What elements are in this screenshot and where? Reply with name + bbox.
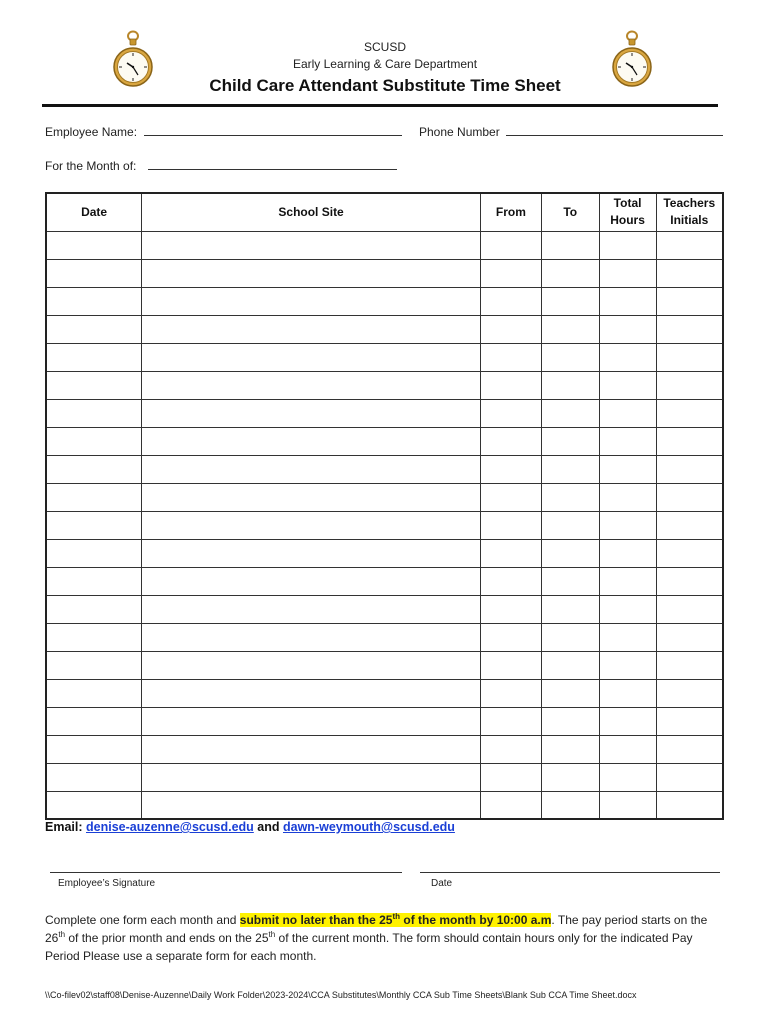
email-line — [45, 820, 455, 834]
table-cell[interactable] — [541, 707, 599, 735]
table-cell[interactable] — [656, 455, 723, 483]
table-row — [46, 483, 723, 511]
table-cell[interactable] — [656, 679, 723, 707]
table-cell[interactable] — [541, 259, 599, 287]
table-cell[interactable] — [599, 623, 656, 651]
table-cell[interactable] — [656, 399, 723, 427]
table-row — [46, 623, 723, 651]
table-cell[interactable] — [599, 371, 656, 399]
table-cell[interactable] — [480, 231, 541, 259]
table-cell[interactable] — [142, 623, 481, 651]
table-cell[interactable] — [46, 343, 142, 371]
table-cell[interactable] — [541, 791, 599, 819]
table-cell[interactable] — [480, 483, 541, 511]
month-row — [45, 159, 397, 173]
table-cell[interactable] — [480, 567, 541, 595]
table-cell[interactable] — [541, 763, 599, 791]
table-row — [46, 539, 723, 567]
table-cell[interactable] — [599, 427, 656, 455]
table-cell[interactable] — [46, 427, 142, 455]
table-cell[interactable] — [142, 455, 481, 483]
table-cell[interactable] — [599, 343, 656, 371]
table-cell[interactable] — [656, 511, 723, 539]
table-cell[interactable] — [480, 763, 541, 791]
table-cell[interactable] — [656, 231, 723, 259]
column-header-from: From — [480, 193, 541, 231]
table-cell[interactable] — [46, 371, 142, 399]
table-row — [46, 567, 723, 595]
table-cell[interactable] — [46, 399, 142, 427]
table-cell[interactable] — [142, 315, 481, 343]
table-cell[interactable] — [46, 651, 142, 679]
table-cell[interactable] — [656, 287, 723, 315]
table-cell[interactable] — [656, 623, 723, 651]
table-row — [46, 455, 723, 483]
table-cell[interactable] — [541, 651, 599, 679]
table-cell[interactable] — [46, 595, 142, 623]
header-rule — [42, 104, 718, 107]
table-cell[interactable] — [480, 287, 541, 315]
table-cell[interactable] — [480, 651, 541, 679]
table-row — [46, 511, 723, 539]
table-cell[interactable] — [480, 343, 541, 371]
date-label: Date — [431, 878, 453, 889]
table-cell[interactable] — [480, 679, 541, 707]
table-row — [46, 343, 723, 371]
column-header-to: To — [541, 193, 599, 231]
table-cell[interactable] — [599, 679, 656, 707]
table-cell[interactable] — [46, 567, 142, 595]
table-cell[interactable] — [656, 651, 723, 679]
table-cell[interactable] — [142, 399, 481, 427]
table-cell[interactable] — [599, 651, 656, 679]
table-cell[interactable] — [656, 371, 723, 399]
table-cell[interactable] — [142, 371, 481, 399]
table-header-row — [46, 193, 723, 231]
email-link-denise[interactable]: denise-auzenne@scusd.edu — [86, 820, 254, 834]
deadline-text-b: of the month by 10:00 a.m — [400, 913, 552, 927]
table-cell[interactable] — [46, 287, 142, 315]
page-title: Child Care Attendant Substitute Time Sheet — [209, 76, 561, 95]
table-cell[interactable] — [142, 539, 481, 567]
table-cell[interactable] — [599, 455, 656, 483]
table-cell[interactable] — [142, 763, 481, 791]
table-cell[interactable] — [480, 595, 541, 623]
table-cell[interactable] — [46, 455, 142, 483]
table-cell[interactable] — [656, 259, 723, 287]
table-cell[interactable] — [46, 511, 142, 539]
employee-name-label: Employee Name: — [45, 125, 138, 139]
table-cell[interactable] — [480, 399, 541, 427]
table-cell[interactable] — [46, 623, 142, 651]
table-cell[interactable] — [46, 315, 142, 343]
table-cell[interactable] — [46, 791, 142, 819]
instructions-sup-3: th — [268, 930, 276, 939]
table-cell[interactable] — [480, 455, 541, 483]
email-joiner: and — [257, 820, 280, 834]
table-cell[interactable] — [480, 511, 541, 539]
table-cell[interactable] — [656, 735, 723, 763]
table-cell[interactable] — [656, 763, 723, 791]
table-cell[interactable] — [599, 539, 656, 567]
table-cell[interactable] — [656, 315, 723, 343]
table-cell[interactable] — [142, 259, 481, 287]
table-cell[interactable] — [142, 707, 481, 735]
table-cell[interactable] — [541, 595, 599, 623]
column-header-total-hours: Total Hours — [599, 193, 656, 231]
table-cell[interactable] — [656, 791, 723, 819]
table-row — [46, 371, 723, 399]
email-label: Email: — [45, 820, 83, 834]
deadline-highlight — [240, 913, 552, 927]
table-cell[interactable] — [480, 735, 541, 763]
table-cell[interactable] — [656, 595, 723, 623]
table-cell[interactable] — [142, 231, 481, 259]
table-cell[interactable] — [541, 623, 599, 651]
table-cell[interactable] — [142, 567, 481, 595]
phone-number-label: Phone Number — [419, 125, 500, 139]
employee-signature-line[interactable] — [50, 872, 402, 873]
table-cell[interactable] — [656, 427, 723, 455]
table-row — [46, 315, 723, 343]
table-cell[interactable] — [541, 287, 599, 315]
table-cell[interactable] — [541, 483, 599, 511]
table-cell[interactable] — [480, 791, 541, 819]
table-cell[interactable] — [480, 427, 541, 455]
table-cell[interactable] — [599, 399, 656, 427]
column-header-teachers-initials: Teachers Initials — [656, 193, 723, 231]
table-cell[interactable] — [46, 483, 142, 511]
table-cell[interactable] — [46, 539, 142, 567]
table-cell[interactable] — [46, 259, 142, 287]
table-cell[interactable] — [541, 511, 599, 539]
table-cell[interactable] — [599, 763, 656, 791]
table-cell[interactable] — [142, 343, 481, 371]
employee-name-field[interactable] — [144, 126, 402, 136]
table-row — [46, 287, 723, 315]
table-cell[interactable] — [480, 707, 541, 735]
phone-number-row — [419, 125, 723, 139]
instructions-text-4: of the current month. The form should contain hours only for the indicated Pay Period Please use a separate form for each month. — [45, 931, 693, 963]
table-cell[interactable] — [599, 735, 656, 763]
table-cell[interactable] — [656, 539, 723, 567]
table-cell[interactable] — [656, 343, 723, 371]
table-cell[interactable] — [599, 483, 656, 511]
table-cell[interactable] — [541, 735, 599, 763]
table-cell[interactable] — [142, 595, 481, 623]
column-header-school-site: School Site — [142, 193, 481, 231]
table-cell[interactable] — [541, 679, 599, 707]
instructions-paragraph — [45, 911, 725, 965]
table-cell[interactable] — [541, 371, 599, 399]
file-path: \\Co-filev02\staff08\Denise-Auzenne\Daily Work Folder\2023-2024\CCA Substitutes\Monthly CCA Sub Time Sheets\Blank Sub CCA Time Sheet.docx — [45, 990, 637, 1000]
deadline-text-a: submit no later than the 25 — [239, 913, 393, 927]
table-cell[interactable] — [541, 539, 599, 567]
table-cell[interactable] — [541, 567, 599, 595]
table-cell[interactable] — [480, 371, 541, 399]
table-row — [46, 595, 723, 623]
employee-name-row — [45, 125, 402, 139]
table-cell[interactable] — [656, 567, 723, 595]
table-cell[interactable] — [656, 483, 723, 511]
table-row — [46, 427, 723, 455]
table-cell[interactable] — [46, 707, 142, 735]
table-cell[interactable] — [46, 763, 142, 791]
table-cell[interactable] — [599, 595, 656, 623]
table-cell[interactable] — [599, 511, 656, 539]
table-cell[interactable] — [541, 455, 599, 483]
table-row — [46, 791, 723, 819]
table-cell[interactable] — [142, 791, 481, 819]
table-row — [46, 735, 723, 763]
table-cell[interactable] — [46, 231, 142, 259]
table-row — [46, 399, 723, 427]
instructions-text-2: . The pay period starts on the 26 — [45, 913, 708, 945]
phone-number-field[interactable] — [506, 126, 723, 136]
month-field[interactable] — [148, 160, 397, 170]
table-cell[interactable] — [142, 679, 481, 707]
table-cell[interactable] — [599, 791, 656, 819]
table-cell[interactable] — [142, 427, 481, 455]
table-cell[interactable] — [599, 231, 656, 259]
table-cell[interactable] — [480, 315, 541, 343]
table-row — [46, 651, 723, 679]
table-cell[interactable] — [480, 623, 541, 651]
table-cell[interactable] — [541, 343, 599, 371]
table-cell[interactable] — [46, 679, 142, 707]
table-cell[interactable] — [142, 287, 481, 315]
instructions-text-3: of the prior month and ends on the 25 — [65, 931, 269, 945]
table-cell[interactable] — [599, 259, 656, 287]
instructions-text-1: Complete one form each month and — [45, 913, 240, 927]
table-cell[interactable] — [142, 651, 481, 679]
column-header-date: Date — [46, 193, 142, 231]
table-cell[interactable] — [599, 287, 656, 315]
time-sheet-table — [45, 192, 724, 820]
table-cell[interactable] — [46, 735, 142, 763]
table-cell[interactable] — [480, 259, 541, 287]
table-cell[interactable] — [656, 707, 723, 735]
deadline-sup: th — [392, 912, 401, 921]
table-row — [46, 231, 723, 259]
table-cell[interactable] — [142, 483, 481, 511]
table-cell[interactable] — [541, 231, 599, 259]
table-cell[interactable] — [480, 539, 541, 567]
table-cell[interactable] — [541, 427, 599, 455]
table-cell[interactable] — [599, 707, 656, 735]
table-cell[interactable] — [599, 315, 656, 343]
table-cell[interactable] — [142, 511, 481, 539]
org-name: SCUSD — [363, 40, 406, 54]
table-row — [46, 679, 723, 707]
table-cell[interactable] — [541, 315, 599, 343]
employee-signature-label: Employee’s Signature — [58, 878, 156, 889]
month-label: For the Month of: — [45, 159, 137, 173]
table-row — [46, 707, 723, 735]
table-row — [46, 763, 723, 791]
table-cell[interactable] — [541, 399, 599, 427]
table-cell[interactable] — [142, 735, 481, 763]
email-link-dawn[interactable]: dawn-weymouth@scusd.edu — [283, 820, 455, 834]
department-name: Early Learning & Care Department — [292, 57, 478, 71]
date-signature-line[interactable] — [420, 872, 720, 873]
table-row — [46, 259, 723, 287]
table-cell[interactable] — [599, 567, 656, 595]
instructions-sup-2: th — [58, 930, 66, 939]
